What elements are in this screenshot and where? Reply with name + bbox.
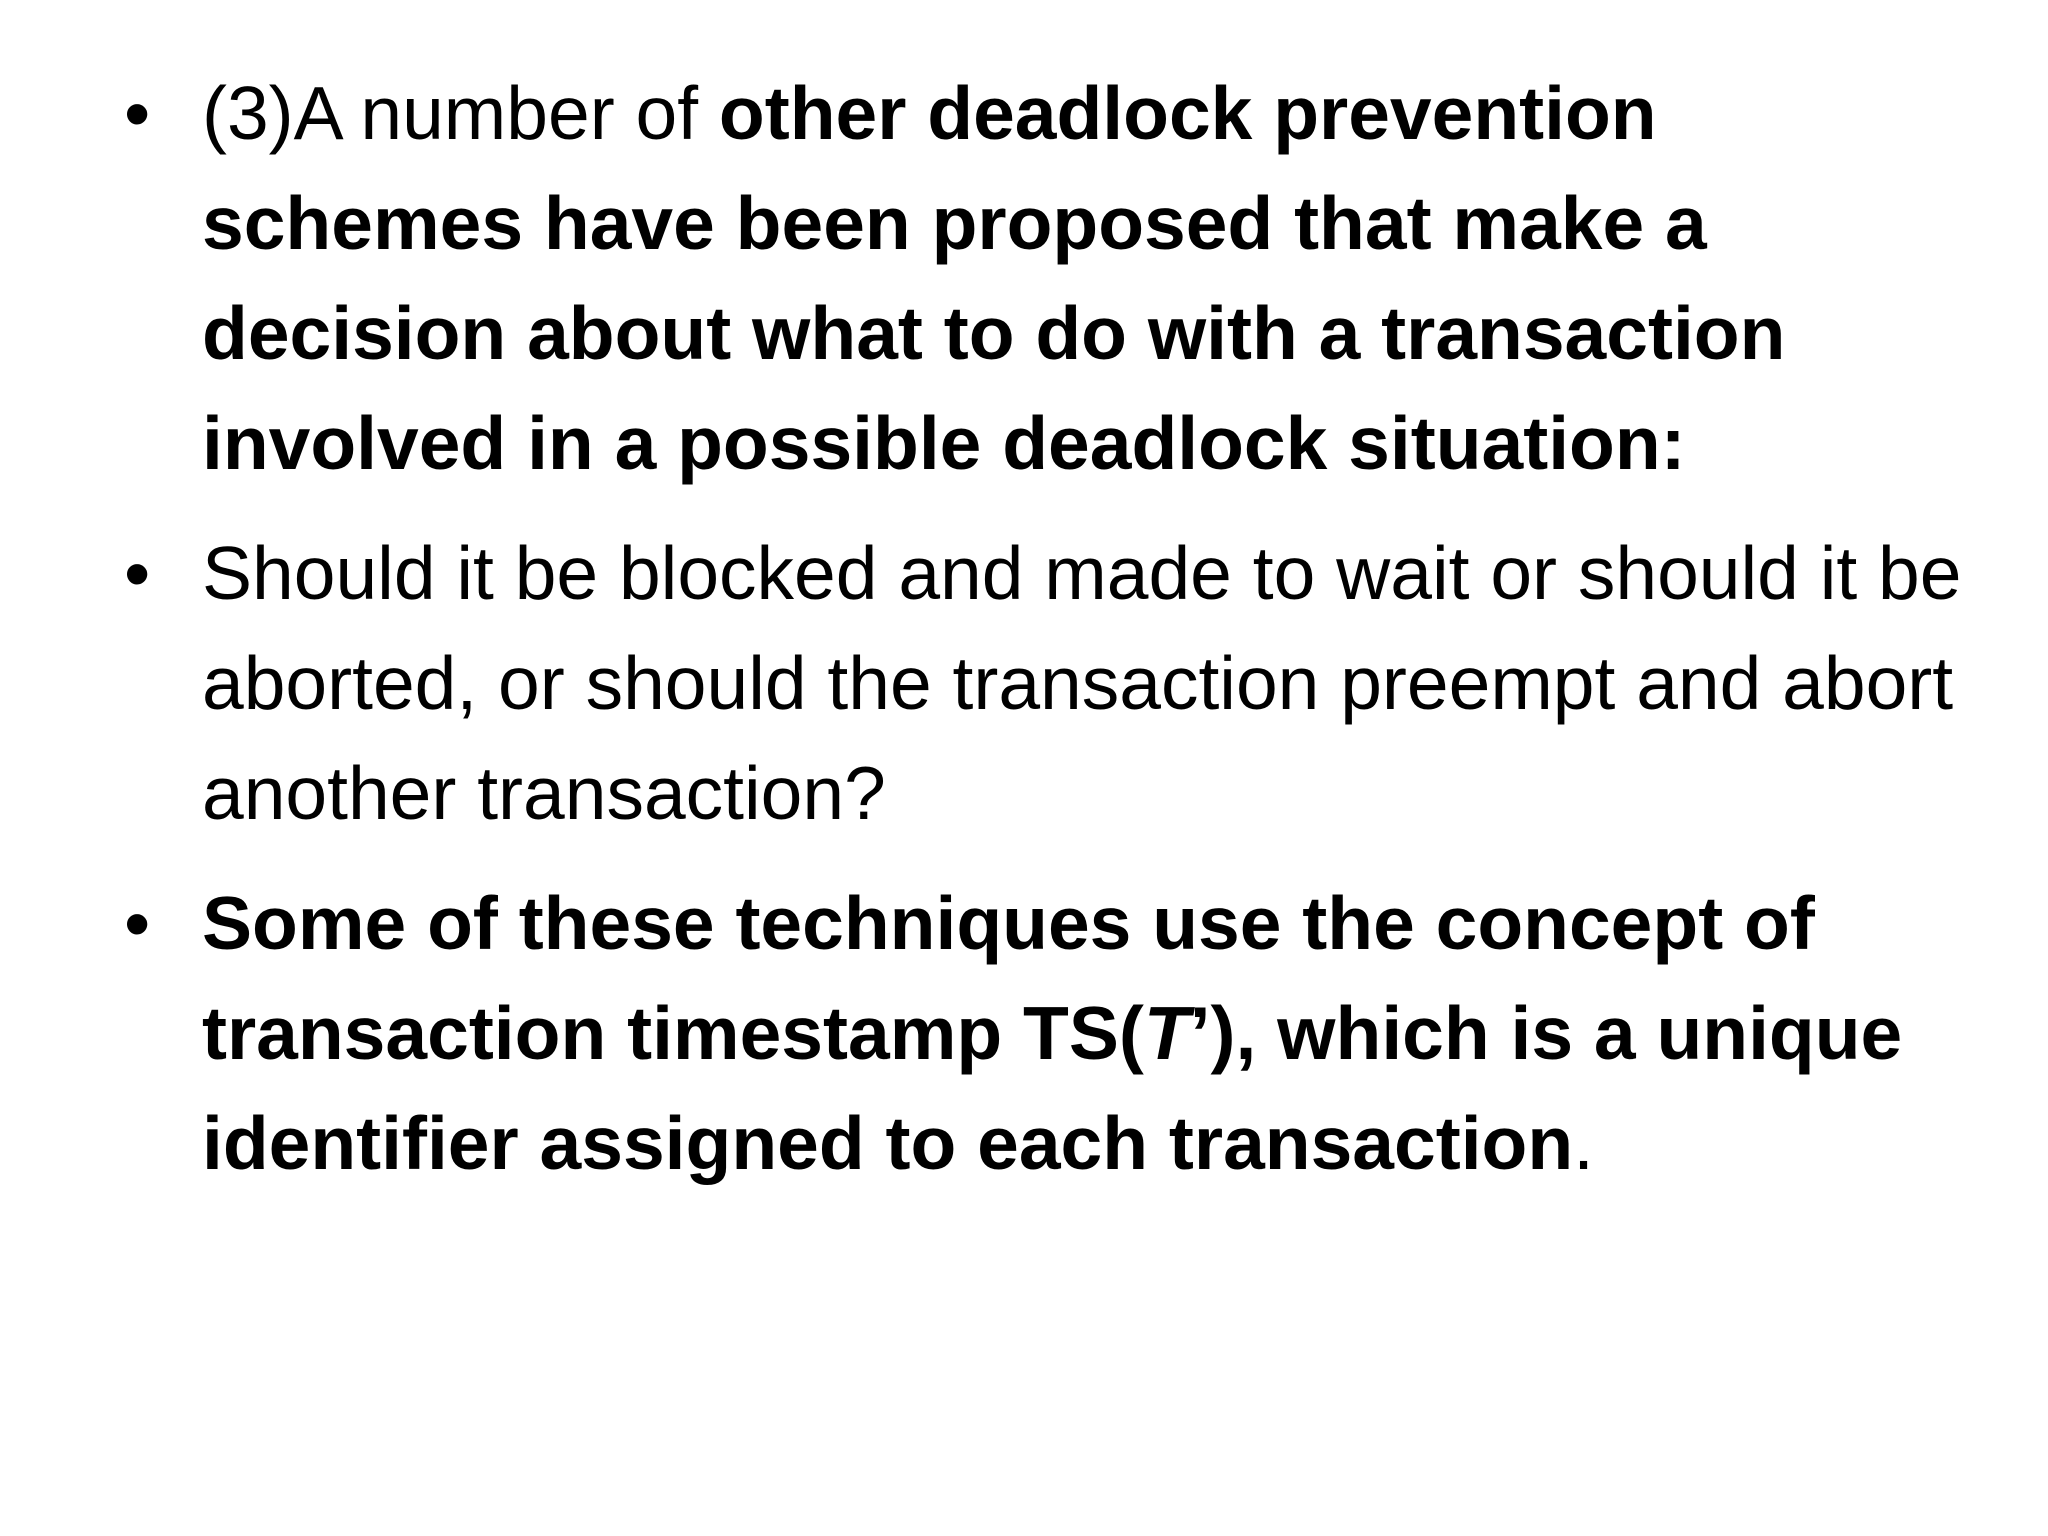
bullet-2-text: Should it be blocked and made to wait or should it be aborted, or should the transaction preempt and abort another transaction? [202,531,1962,835]
bullet-item-2 [0,518,2048,848]
bullet-3-text-italic-t: T [1143,991,1190,1075]
bullet-marker: • [124,531,151,615]
bullet-list [0,58,2048,1218]
bullet-3-text-period: . [1573,1101,1595,1185]
bullet-3-text-bold-a: Some of these techniques use the concept of transaction timestamp TS( [202,881,1815,1075]
bullet-1-text-normal: (3)A number of [202,71,719,155]
bullet-item-3 [0,868,2048,1198]
bullet-1-text-bold: other deadlock prevention schemes have been proposed that make a decision about what to do with a transaction involved in a possible deadlock situation: [202,71,1786,485]
bullet-marker: • [124,71,151,155]
bullet-item-1 [0,58,2048,498]
bullet-3-text-bold-b: ’), which is a unique identifier assigned to each transaction [202,991,1903,1185]
bullet-marker: • [124,881,151,965]
